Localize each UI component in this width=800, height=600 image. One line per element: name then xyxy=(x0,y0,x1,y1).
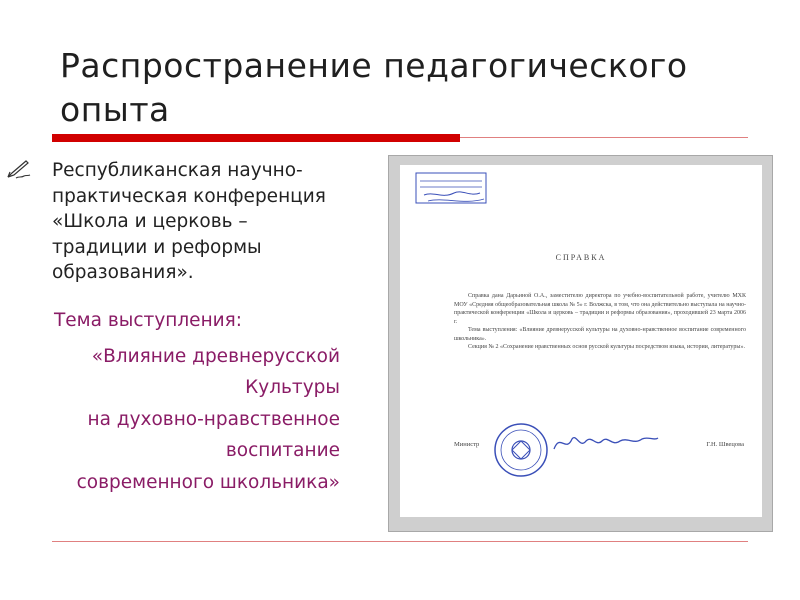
quote-line: «Влияние древнерусской xyxy=(91,345,340,367)
footer-divider-line xyxy=(52,541,748,542)
quote-line: современного школьника» xyxy=(76,471,340,493)
conference-description: Республиканская научно-практическая конференция «Школа и церковь – традиции и реформы образования». xyxy=(52,160,326,283)
certificate-heading: СПРАВКА xyxy=(555,253,607,262)
official-seal-icon xyxy=(492,421,550,479)
slide-title: Распространение педагогического опыта xyxy=(60,46,688,129)
theme-quote xyxy=(40,341,340,499)
certificate-body xyxy=(454,292,746,352)
minister-label: Министр xyxy=(454,441,480,448)
title-accent-bar xyxy=(52,134,460,142)
signer-name: Г.Н. Швецова xyxy=(706,441,744,448)
certificate-image-frame xyxy=(388,155,773,532)
slide-text-block xyxy=(40,158,340,498)
signature-row xyxy=(400,435,762,475)
theme-label: Тема выступления: xyxy=(54,309,243,331)
quote-line: воспитание xyxy=(225,440,340,461)
quote-line: Культуры xyxy=(245,377,340,398)
certificate-paragraph: Справка дана Дарьиной О.А., заместителю директора по учебно-воспитательной работе, учителю МХК МОУ «Средняя общеобразовательная школа № 5» г. Волжска, в том, что она действительно выступала на научно-практической конференции «Школа и церковь – традиции и реформы образования», проходившей 23 марта 2006 г. xyxy=(454,293,746,325)
pencil-hand-icon xyxy=(6,160,32,180)
handwritten-signature-icon xyxy=(550,429,660,455)
certificate-document xyxy=(400,165,762,517)
registration-stamp-icon xyxy=(414,171,514,211)
quote-line: на духовно-нравственное xyxy=(87,408,340,430)
certificate-paragraph: Секция № 2 «Сохранение нравственных основ русской культуры посредством языка, истории, литературы». xyxy=(468,344,745,350)
certificate-paragraph: Тема выступления: «Влияние древнерусской культуры на духовно-нравственное воспитание современного школьника». xyxy=(454,327,746,342)
